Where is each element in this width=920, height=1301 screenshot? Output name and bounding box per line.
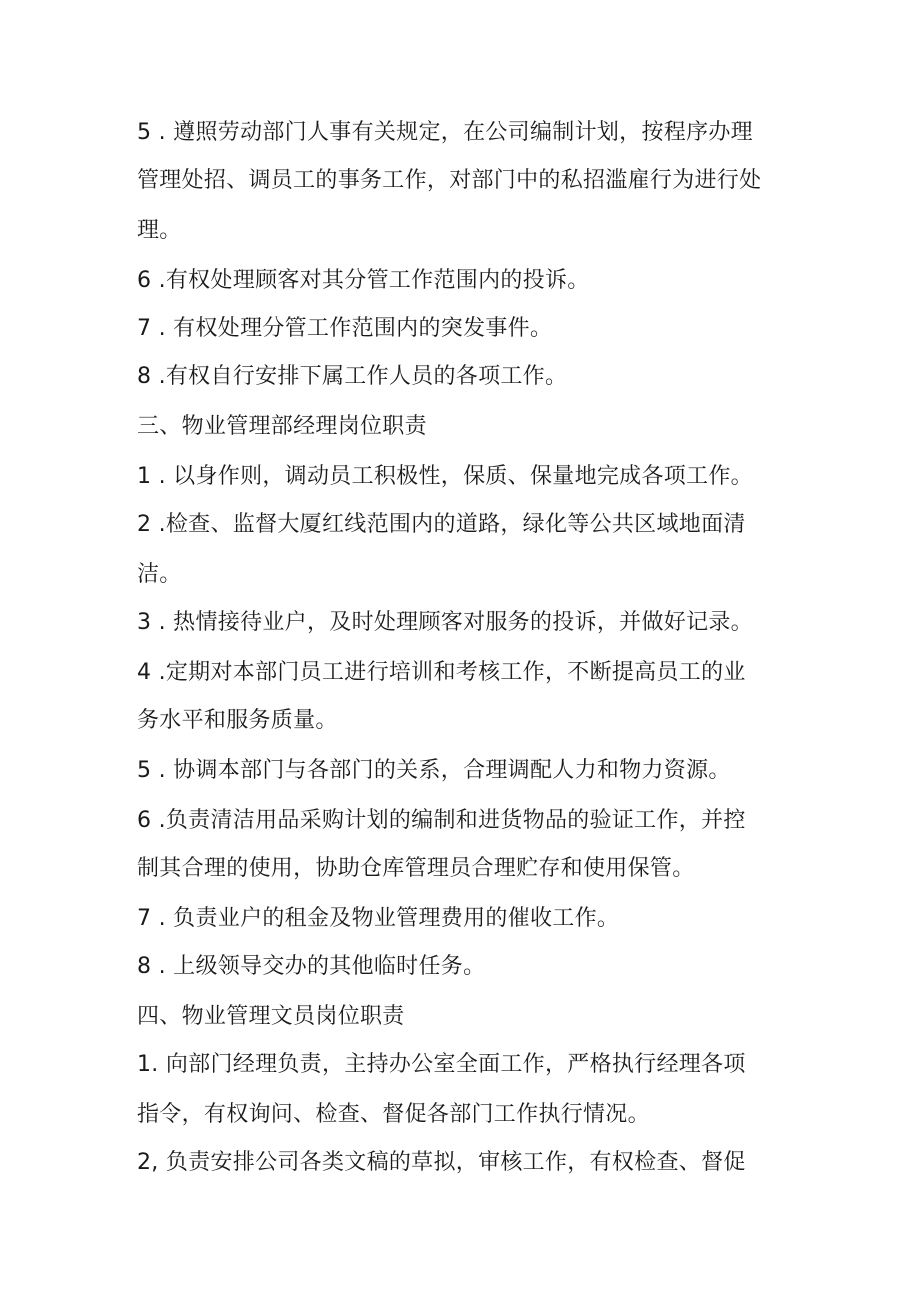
text-line-22: 2, 负责安排公司各类文稿的草拟，审核工作，有权检查、督促 — [137, 1150, 746, 1175]
text-line-5: 7 . 有权处理分管工作范围内的突发事件。 — [137, 316, 553, 341]
text-line-15: 6 .负责清洁用品采购计划的编制和进货物品的验证工作，并控 — [137, 808, 746, 833]
text-line-20: 1. 向部门经理负责，主持办公室全面工作，严格执行经理各项 — [137, 1052, 746, 1077]
text-line-8: 1 . 以身作则，调动员工积极性，保质、保量地完成各项工作。 — [137, 464, 753, 489]
text-line-13: 务水平和服务质量。 — [137, 708, 338, 733]
text-line-17: 7 . 负责业户的租金及物业管理费用的催收工作。 — [137, 906, 620, 931]
text-line-12: 4 .定期对本部门员工进行培训和考核工作，不断提高员工的业 — [137, 660, 746, 685]
text-line-14: 5 . 协调本部门与各部门的关系，合理调配人力和物力资源。 — [137, 758, 731, 783]
text-line-3: 理。 — [137, 218, 182, 243]
section-heading-3: 三、物业管理部经理岗位职责 — [137, 414, 427, 439]
text-line-10: 洁。 — [137, 562, 182, 587]
text-line-2: 管理处招、调员工的事务工作，对部门中的私招滥雇行为进行处 — [137, 168, 762, 193]
text-line-9: 2 .检查、监督大厦红线范围内的道路，绿化等公共区域地面清 — [137, 512, 746, 537]
text-line-4: 6 .有权处理顾客对其分管工作范围内的投诉。 — [137, 268, 590, 293]
text-line-16: 制其合理的使用，协助仓库管理员合理贮存和使用保管。 — [137, 856, 695, 881]
text-line-21: 指令，有权询问、检查、督促各部门工作执行情况。 — [137, 1102, 650, 1127]
text-line-1: 5 . 遵照劳动部门人事有关规定，在公司编制计划，按程序办理 — [137, 120, 753, 145]
text-line-6: 8 .有权自行安排下属工作人员的各项工作。 — [137, 364, 568, 389]
section-heading-4: 四、物业管理文员岗位职责 — [137, 1004, 405, 1029]
text-line-18: 8 . 上级领导交办的其他临时任务。 — [137, 954, 486, 979]
text-line-11: 3 . 热情接待业户，及时处理顾客对服务的投诉，并做好记录。 — [137, 610, 753, 635]
